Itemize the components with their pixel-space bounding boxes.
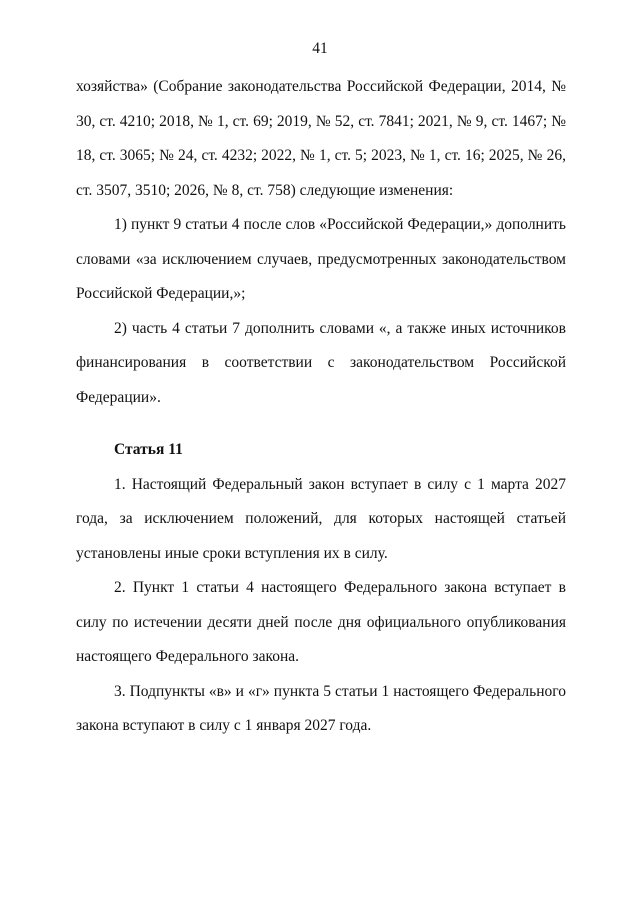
document-body bbox=[76, 70, 566, 744]
article-heading: Статья 11 bbox=[114, 441, 183, 458]
paragraph-continuation: хозяйства» (Собрание законодательства Российской Федерации, 2014, № 30, ст. 4210; 2018, № 1, ст. 69; 2019, № 52, ст. 7841; 2021, № 9, ст. 1467; № 18, ст. 3065; № 24, ст. 4232; 2022, № 1, ст. 5; 2023, № 1, ст. 16; 2025, № 26, ст. 3507, 3510; 2026, № 8, ст. 758) следующие изменения: bbox=[76, 78, 566, 199]
paragraph-item-2: 2) часть 4 статьи 7 дополнить словами «, а также иных источников финансирования в соответствии с законодательством Российской Федерации». bbox=[76, 319, 566, 406]
page-number: 41 bbox=[312, 40, 328, 57]
paragraph-article-clause-3: 3. Подпункты «в» и «г» пункта 5 статьи 1 настоящего Федерального закона вступают в силу с 1 января 2027 года. bbox=[76, 682, 566, 734]
paragraph-article-clause-1: 1. Настоящий Федеральный закон вступает в силу с 1 марта 2027 года, за исключением положений, для которых настоящей статьей установлены иные сроки вступления их в силу. bbox=[76, 475, 566, 562]
paragraph-article-clause-2: 2. Пункт 1 статьи 4 настоящего Федерального закона вступает в силу по истечении десяти дней после дня официального опубликования настоящего Федерального закона. bbox=[76, 579, 566, 665]
paragraph-item-1: 1) пункт 9 статьи 4 после слов «Российской Федерации,» дополнить словами «за исключением случаев, предусмотренных законодательством Российской Федерации,»; bbox=[76, 216, 566, 302]
